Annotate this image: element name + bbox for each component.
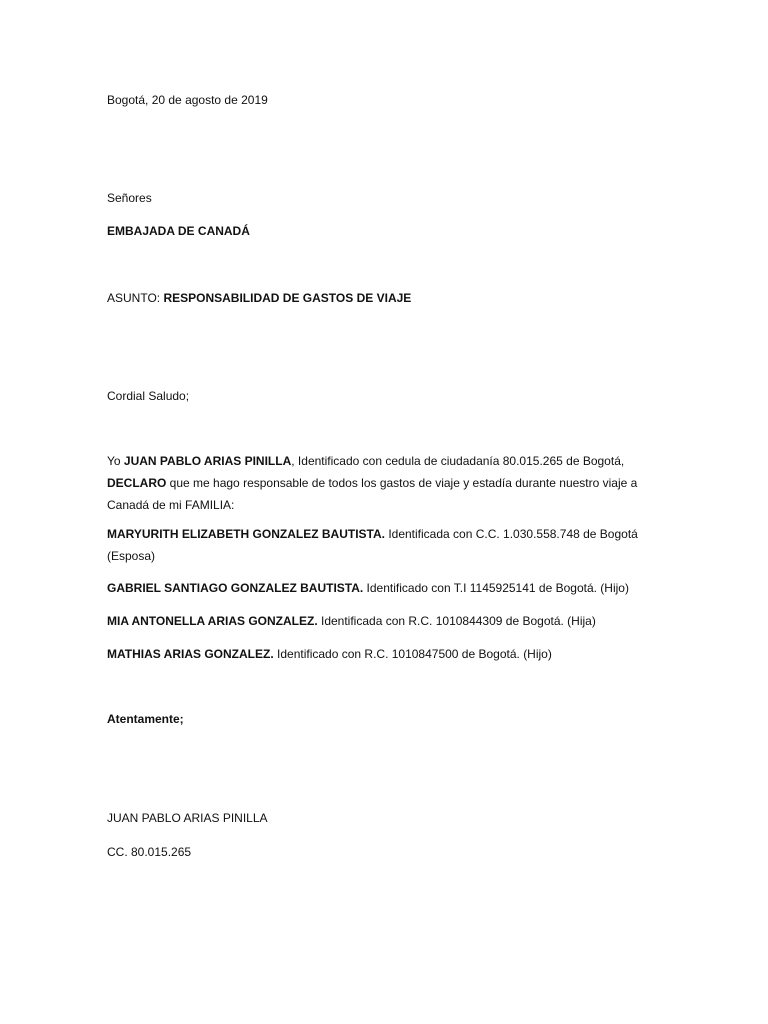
declaro-word: DECLARO: [107, 476, 167, 490]
signer-name: JUAN PABLO ARIAS PINILLA: [107, 811, 268, 825]
subject-text: RESPONSABILIDAD DE GASTOS DE VIAJE: [160, 291, 412, 305]
recipient-name: EMBAJADA DE CANADÁ: [107, 224, 250, 238]
family-member-name: MIA ANTONELLA ARIAS GONZALEZ.: [107, 614, 318, 628]
closing-text: Atentamente;: [107, 712, 184, 726]
body-line-2-rest: que me hago responsable de todos los gastos de viaje y estadía durante nuestro viaje a: [166, 476, 638, 490]
declarant-name: JUAN PABLO ARIAS PINILLA: [123, 454, 292, 468]
family-member-name: GABRIEL SANTIAGO GONZALEZ BAUTISTA.: [107, 581, 364, 595]
body-line-1: [107, 450, 667, 472]
family-member-id: Identificado con R.C. 1010847500 de Bogotá. (Hijo): [273, 647, 552, 661]
family-member-4: [107, 646, 552, 662]
subject-label: ASUNTO:: [107, 291, 161, 305]
greeting: Cordial Saludo;: [107, 389, 190, 403]
body-line-3: Canadá de mi FAMILIA:: [107, 498, 235, 512]
closing: [107, 711, 184, 727]
family-member-id: Identificada con R.C. 1010844309 de Bogotá. (Hija): [317, 614, 596, 628]
signer-id: CC. 80.015.265: [107, 845, 192, 859]
family-member-relation: (Esposa): [107, 549, 156, 563]
family-member-3: [107, 613, 596, 629]
subject-line: [107, 290, 411, 306]
family-member-2: [107, 580, 629, 596]
body-line-2: [107, 472, 667, 494]
family-member-id: Identificado con T.I 1145925141 de Bogotá. (Hijo): [363, 581, 629, 595]
body-line-1-rest: , Identificado con cedula de ciudadanía 80.015.265 de Bogotá,: [291, 454, 625, 468]
date-line: Bogotá, 20 de agosto de 2019: [107, 93, 268, 107]
family-member-id: Identificada con C.C. 1.030.558.748 de Bogotá: [384, 527, 638, 541]
family-member-name: MATHIAS ARIAS GONZALEZ.: [107, 647, 274, 661]
family-member-1: [107, 523, 667, 567]
body-paragraph: [107, 450, 667, 516]
body-prefix: Yo: [107, 454, 124, 468]
family-member-name: MARYURITH ELIZABETH GONZALEZ BAUTISTA.: [107, 527, 385, 541]
family-member-1-line: [107, 523, 667, 545]
recipient: [107, 223, 250, 239]
salutation-to: Señores: [107, 191, 152, 205]
